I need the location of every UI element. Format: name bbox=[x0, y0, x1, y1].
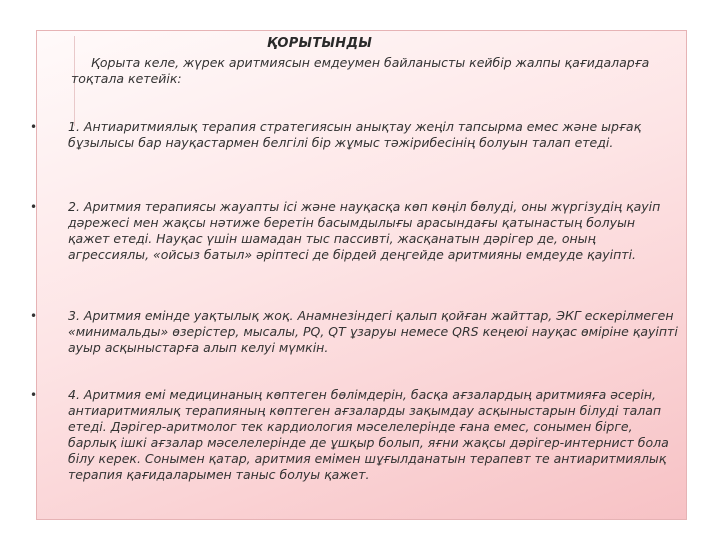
bullet-icon: • bbox=[30, 388, 38, 402]
slide-title: ҚОРЫТЫНДЫ bbox=[267, 36, 373, 51]
slide-panel bbox=[30, 30, 687, 520]
list-item-text: 3. Аритмия емінде уақтылық жоқ. Анамнезіндегі қалып қойған жайттар, ЭКГ ескерілмеген «минимальды» өзерістер, мысалы, PQ, QT ұзаруы немесе QRS кеңеюі науқас өміріне қауіпті ауыр асқыныстарға алып келуі мүмкін. bbox=[68, 308, 678, 355]
list-item-text: 4. Аритмия емі медицинаның көптеген бөлімдерін, басқа ағзалардың аритмияға әсерін, антиаритмиялық терапияның көптеген ағзаларды зақымдау асқыныстарын білуді талап етеді. Дәрігер-аритмолог тек кардиология мәселелерінде ғана емес, сонымен бірге, барлық ішкі ағзалар мәселелерінде де ұшқыр болып, яғни жақсы дәрігер-интернист бола білу керек. Сонымен қатар, аритмия емімен шұғылданатын терапевт те антиаритмиялық терапия қағидаларымен таныс болуы қажет. bbox=[68, 387, 669, 482]
list-item-text: 2. Аритмия терапиясы жауапты ісі және науқасқа көп көңіл бөлуді, оны жүргізудің қауіп дәрежесі мен жақсы нәтиже беретін басымдылығы арасындағы қатынастың болуын қажет етеді. Науқас үшін шамадан тыс пассивті, жасқанатын дәрігер де, оның агрессиялы, «ойсыз батыл» әріптесі де бірдей деңгейде аритмияны емдеуде қауіпті. bbox=[68, 199, 661, 262]
list-item-text: 1. Антиаритмиялық терапия стратегиясын анықтау жеңіл тапсырма емес және ырғақ бұзылысы бар науқастармен белгілі бір жұмыс тәжірибесінің болуын талап етеді. bbox=[68, 119, 642, 150]
bullet-icon: • bbox=[30, 200, 38, 214]
bullet-icon: • bbox=[30, 309, 38, 323]
intro-text: Қорыта келе, жүрек аритмиясын емдеумен байланысты кейбір жалпы қағидаларға тоқтала кетейік: bbox=[71, 55, 650, 86]
bullet-icon: • bbox=[30, 120, 38, 134]
